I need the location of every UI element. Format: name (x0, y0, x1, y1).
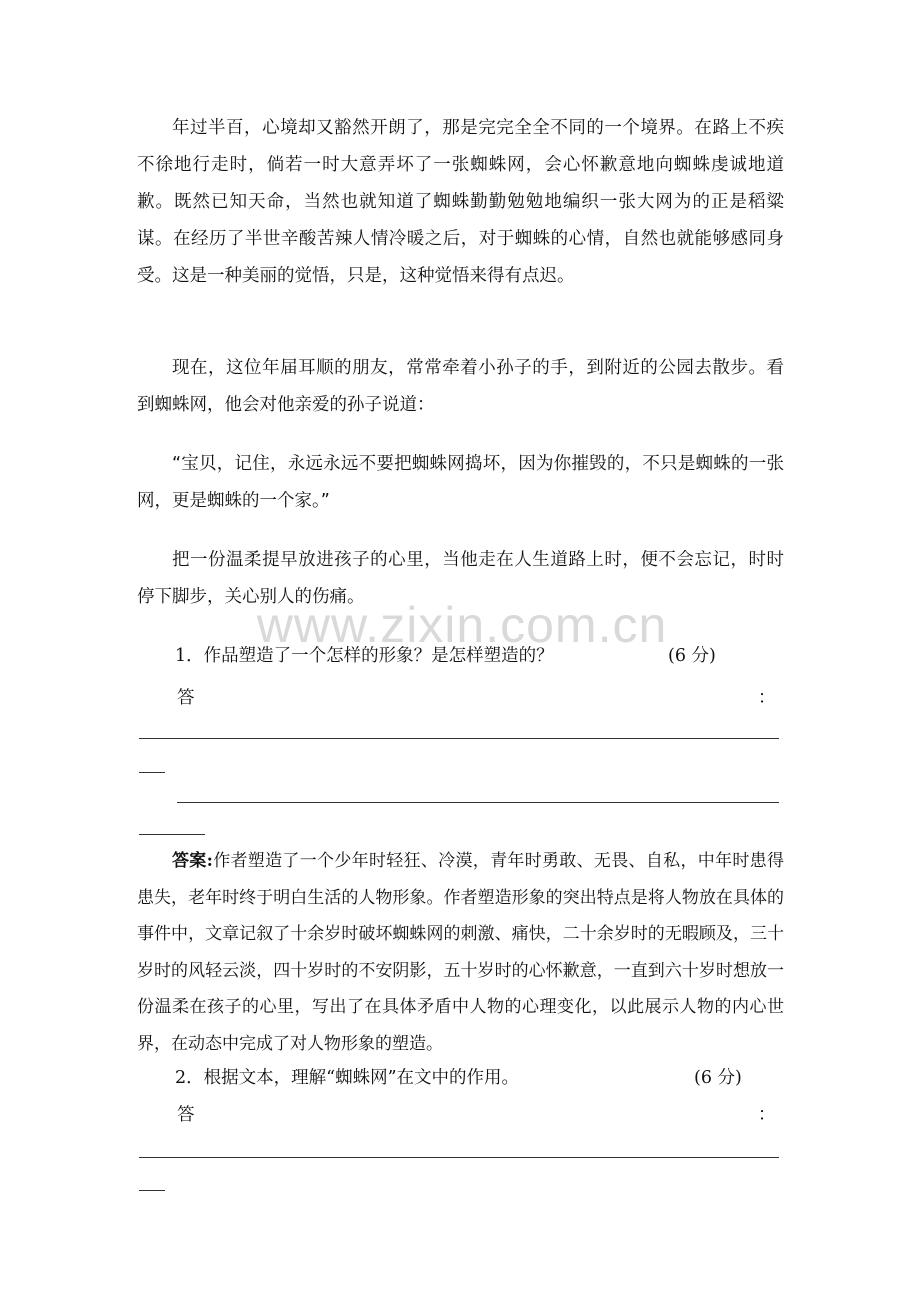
watermark: www.zixin.com.cn (256, 597, 668, 653)
question-2: 2．根据文本，理解“蜘蛛网”在文中的作用。 (175, 1068, 520, 1088)
answer-line (139, 738, 779, 739)
answer-line (139, 834, 205, 835)
question-1-answer-colon: ： (758, 688, 776, 708)
question-1: 1．作品塑造了一个怎样的形象？是怎样塑造的？ (175, 646, 554, 666)
question-2-score: (6 分) (694, 1068, 742, 1088)
question-1-score: (6 分) (668, 646, 716, 666)
answer-line (139, 1157, 779, 1158)
answer-label: 答案: (172, 851, 213, 871)
passage-paragraph-1: 年过半百，心境却又豁然开朗了，那是完完全全不同的一个境界。在路上不疾不徐地行走时，倘若一时大意弄坏了一张蜘蛛网，会心怀歉意地向蜘蛛虔诚地道歉。既然已知天命，当然也就知道了蜘蛛勤勤勉勉地编织一张大网为的正是稻粱谋。在经历了半世辛酸苦辣人情冷暖之后，对于蜘蛛的心情，自然也就能够感同身受。这是一种美丽的觉悟，只是，这种觉悟来得有点迟。 (137, 118, 784, 286)
question-2-answer-prefix: 答 (177, 1105, 195, 1125)
answer-line (139, 772, 165, 773)
question-1-answer-prefix: 答 (177, 688, 195, 708)
answer-line (139, 1190, 165, 1191)
answer-1-paragraph (137, 843, 784, 1062)
question-2-answer-colon: ： (758, 1105, 776, 1125)
passage-paragraph-3: “宝贝，记住，永远永远不要把蜘蛛网捣坏，因为你摧毁的，不只是蜘蛛的一张网，更是蜘蛛的一个家。” (137, 454, 784, 511)
passage-paragraph-2: 现在，这位年届耳顺的朋友，常常牵着小孙子的手，到附近的公园去散步。看到蜘蛛网，他会对他亲爱的孙子说道： (137, 358, 784, 415)
passage-paragraph-4: 把一份温柔提早放进孩子的心里，当他走在人生道路上时，便不会忘记，时时停下脚步，关心别人的伤痛。 (137, 550, 784, 607)
answer-line (177, 802, 779, 803)
answer-1-text: 作者塑造了一个少年时轻狂、冷漠，青年时勇敢、无畏、自私，中年时患得患失，老年时终于明白生活的人物形象。作者塑造形象的突出特点是将人物放在具体的事件中，文章记叙了十余岁时破坏蜘蛛网的刺激、痛快，二十余岁时的无暇顾及，三十岁时的风轻云淡，四十岁时的不安阴影，五十岁时的心怀歉意，一直到六十岁时想放一份温柔在孩子的心里，写出了在具体矛盾中人物的心理变化，以此展示人物的内心世界，在动态中完成了对人物形象的塑造。 (137, 851, 784, 1054)
